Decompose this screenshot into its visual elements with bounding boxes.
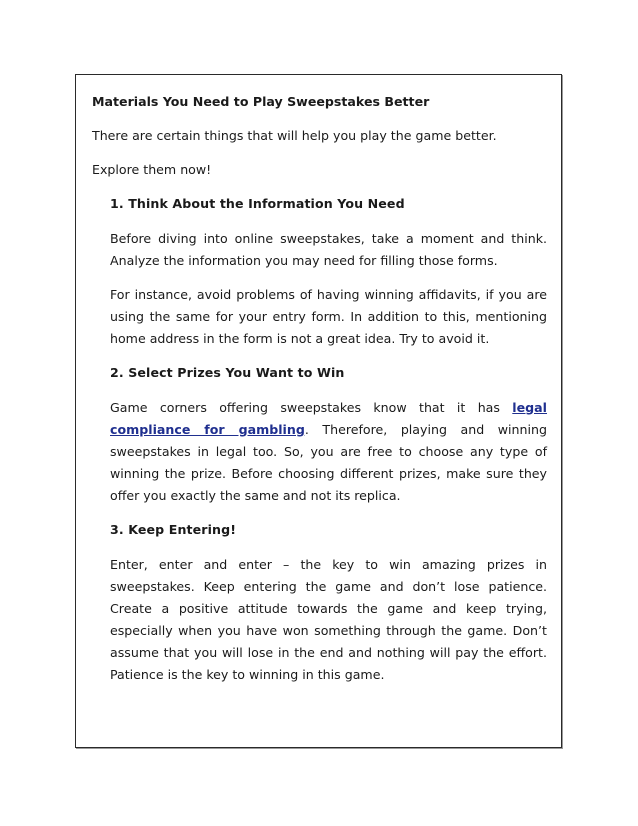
legal-compliance-link[interactable]: legal compliance for gambling [110, 399, 547, 437]
section-keep-entering [110, 519, 547, 686]
section-heading: 2. Select Prizes You Want to Win [110, 365, 345, 381]
section-think-about-information [110, 193, 547, 350]
intro-paragraph: There are certain things that will help you play the game better. [92, 128, 497, 144]
document-title: Materials You Need to Play Sweepstakes Better [92, 94, 430, 109]
section-select-prizes [110, 362, 547, 507]
intro-paragraph: Explore them now! [92, 162, 212, 178]
section-heading: 1. Think About the Information You Need [110, 196, 405, 212]
section-paragraph: For instance, avoid problems of having winning affidavits, if you are using the same for your entry form. In addition to this, mentioning home address in the form is not a great idea. Try to avoid it. [110, 286, 547, 347]
section-paragraph [110, 397, 547, 508]
section-paragraph: Enter, enter and enter – the key to win amazing prizes in sweepstakes. Keep entering the game and don’t lose patience. Create a positive attitude towards the game and keep trying, especially when you have won something through the game. Don’t assume that you will lose in the end and nothing will pay the effort. Patience is the key to winning in this game. [110, 556, 547, 683]
section-paragraph: Before diving into online sweepstakes, take a moment and think. Analyze the information you may need for filling those forms. [110, 230, 547, 268]
paragraph-text: Game corners offering sweepstakes know that it has [110, 399, 513, 415]
section-heading: 3. Keep Entering! [110, 522, 237, 538]
paragraph-text: . Therefore, playing and winning sweepstakes in legal too. So, you are free to choose any type of winning the prize. Before choosing different prizes, make sure they offer you exactly the same and not its replica. [110, 421, 547, 504]
document-body [92, 91, 547, 698]
